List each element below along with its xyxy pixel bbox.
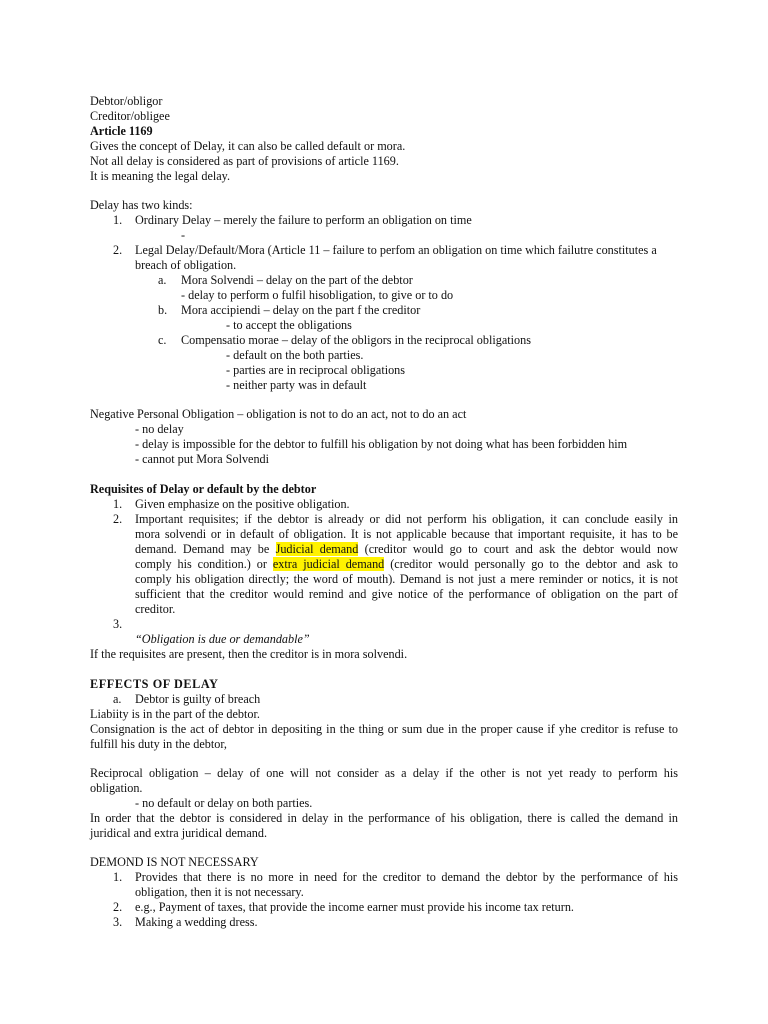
quote-line: “Obligation is due or demandable”: [135, 632, 310, 646]
para-line: It is meaning the legal delay.: [90, 169, 230, 183]
sub-letter: c.: [158, 333, 167, 347]
list-number: 2.: [113, 512, 123, 526]
para-line: Not all delay is considered as part of provisions of article 1169.: [90, 154, 399, 168]
highlight-judicial: Judicial demand: [275, 542, 359, 556]
list-number: 2.: [113, 243, 123, 257]
list-item: Important requisites; if the debtor is already or did not perform his obligation, it can conclude easily in: [135, 512, 678, 526]
para-line: Liabiity is in the part of the debtor.: [90, 707, 260, 721]
requisites-heading: Requisites of Delay or default by the debtor: [90, 482, 317, 496]
sub-detail: - default on the both parties.: [226, 348, 364, 362]
sub-item: Mora Solvendi – delay on the part of the debtor: [181, 273, 413, 287]
list-number: 1.: [113, 497, 123, 511]
dash-item: - no delay: [135, 422, 184, 436]
list-item: Given emphasize on the positive obligation.: [135, 497, 350, 511]
para-line: obligation.: [90, 781, 143, 795]
para-line: If the requisites are present, then the creditor is in mora solvendi.: [90, 647, 408, 661]
para-line: Delay has two kinds:: [90, 198, 193, 212]
para-line: In order that the debtor is considered in delay in the performance of his obligation, there is called the demand in: [90, 811, 678, 825]
sub-letter: b.: [158, 303, 168, 317]
highlight-extra-judicial: extra judicial demand: [272, 557, 385, 571]
sub-detail: - delay to perform o fulfil hisobligation, to give or to do: [181, 288, 454, 302]
list-item: Debtor is guilty of breach: [135, 692, 261, 706]
article-heading: Article 1169: [90, 124, 153, 138]
para-line: Negative Personal Obligation – obligation is not to do an act, not to do an act: [90, 407, 467, 421]
list-item: e.g., Payment of taxes, that provide the income earner must provide his income tax return.: [135, 900, 574, 914]
list-item: Ordinary Delay – merely the failure to perform an obligation on time: [135, 213, 472, 227]
sub-letter: a.: [158, 273, 167, 287]
para-line: Gives the concept of Delay, it can also be called default or mora.: [90, 139, 406, 153]
list-item-cont: breach of obligation.: [135, 258, 237, 272]
list-item-cont: sufficient that the creditor would remind and give notice of the performance of obligation on the part of: [135, 587, 678, 601]
sub-item: Compensatio morae – delay of the obligors in the reciprocal obligations: [181, 333, 531, 347]
sub-item: Mora accipiendi – delay on the part f the creditor: [181, 303, 421, 317]
list-number: 3.: [113, 617, 123, 631]
list-number: 3.: [113, 915, 123, 929]
list-item-cont: comply his condition.) or extra judicial demand (creditor would personally go to the debtor and ask to: [135, 557, 678, 571]
para-line: Reciprocal obligation – delay of one will not consider as a delay if the other is not yet ready to perform his: [90, 766, 678, 780]
list-item: Provides that there is no more in need for the creditor to demand the debtor by the performance of his: [135, 870, 678, 884]
list-item-cont: comply his obligation directly; the word of mouth). Demand is not just a mere reminder or notics, it is not: [135, 572, 678, 586]
sub-detail: - to accept the obligations: [226, 318, 352, 332]
dash-item: - no default or delay on both parties.: [135, 796, 313, 810]
para-line: juridical and extra juridical demand.: [90, 826, 267, 840]
list-letter: a.: [113, 692, 122, 706]
list-number: 1.: [113, 213, 123, 227]
list-item-cont: obligation, then it is not necessary.: [135, 885, 304, 899]
para-line: Consignation is the act of debtor in depositing in the thing or sum due in the proper cause if yhe creditor is refuse to: [90, 722, 678, 736]
creditor-line: Creditor/obligee: [90, 109, 170, 123]
list-item-cont: creditor.: [135, 602, 176, 616]
para-line: fulfill his duty in the debtor,: [90, 737, 227, 751]
debtor-line: Debtor/obligor: [90, 94, 163, 108]
list-item: Legal Delay/Default/Mora (Article 11 – failure to perfom an obligation on time which failutre constitutes a: [135, 243, 657, 257]
list-item-cont: mora solvendi or in default of obligation. It is not applicable because that important requisite, it has to be: [135, 527, 678, 541]
list-number: 2.: [113, 900, 123, 914]
list-item: Making a wedding dress.: [135, 915, 258, 929]
sub-detail: - parties are in reciprocal obligations: [226, 363, 406, 377]
list-number: 1.: [113, 870, 123, 884]
dash-item: - delay is impossible for the debtor to fulfill his obligation by not doing what has been forbidden him: [135, 437, 628, 451]
dash-bullet: -: [181, 228, 186, 242]
list-item-cont: demand. Demand may be Judicial demand (creditor would go to court and ask the debtor would now: [135, 542, 679, 556]
dash-item: - cannot put Mora Solvendi: [135, 452, 270, 466]
sub-detail: - neither party was in default: [226, 378, 367, 392]
effects-heading: EFFECTS OF DELAY: [90, 677, 219, 691]
demond-heading: DEMOND IS NOT NECESSARY: [90, 855, 259, 869]
